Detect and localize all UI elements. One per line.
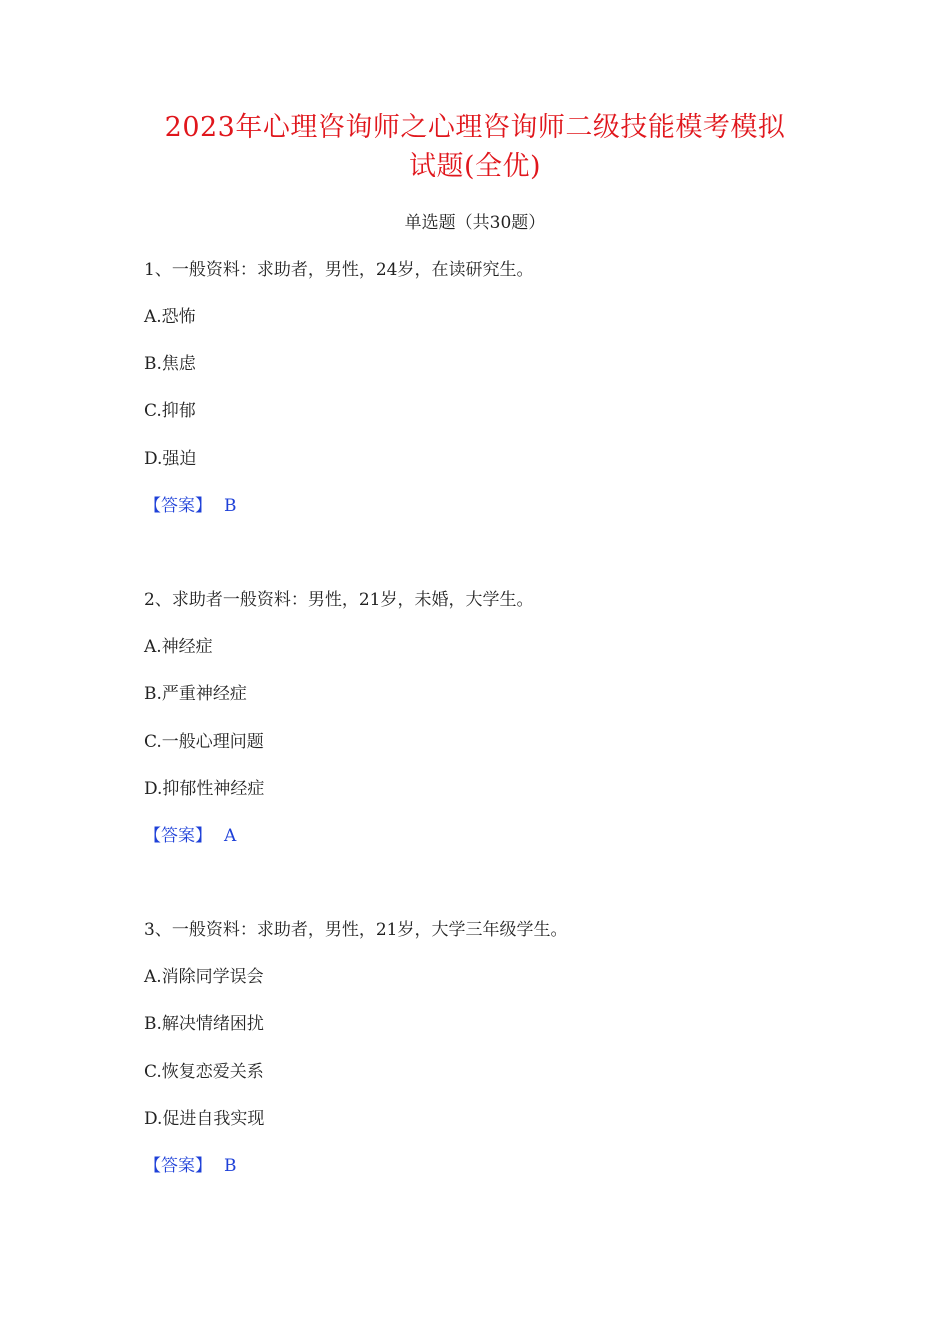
question-2-option-a: A.神经症 <box>144 637 213 657</box>
answer-value: B <box>224 496 237 516</box>
question-3-option-b: B.解决情绪困扰 <box>144 1014 264 1034</box>
question-1-option-a: A.恐怖 <box>144 307 196 327</box>
answer-label: 【答案】 <box>144 1156 212 1176</box>
question-1-option-d: D.强迫 <box>144 449 197 469</box>
question-1-answer <box>144 494 237 518</box>
question-3-option-d: D.促进自我实现 <box>144 1109 265 1129</box>
question-3-stem: 3、一般资料：求助者，男性，21岁，大学三年级学生。 <box>144 920 568 940</box>
question-1-stem: 1、一般资料：求助者，男性，24岁，在读研究生。 <box>144 260 534 280</box>
document-title <box>120 108 830 186</box>
question-3-answer <box>144 1154 237 1178</box>
question-2-option-b: B.严重神经症 <box>144 684 247 704</box>
question-3-option-c: C.恢复恋爱关系 <box>144 1062 264 1082</box>
question-2-option-d: D.抑郁性神经症 <box>144 779 265 799</box>
answer-value: A <box>224 826 237 846</box>
answer-label: 【答案】 <box>144 496 212 516</box>
document-title-line-2: 试题(全优) <box>408 151 542 182</box>
section-title: 单选题（共30题） <box>404 213 546 233</box>
question-2-stem: 2、求助者一般资料：男性，21岁，未婚，大学生。 <box>144 590 534 610</box>
question-2-answer <box>144 824 236 848</box>
question-1-option-b: B.焦虑 <box>144 354 196 374</box>
question-1-option-c: C.抑郁 <box>144 401 196 421</box>
answer-label: 【答案】 <box>144 826 212 846</box>
document-title-line-1: 2023年心理咨询师之心理咨询师二级技能模考模拟 <box>164 112 786 143</box>
question-3-option-a: A.消除同学误会 <box>144 967 264 987</box>
question-2-option-c: C.一般心理问题 <box>144 732 264 752</box>
answer-value: B <box>224 1156 237 1176</box>
